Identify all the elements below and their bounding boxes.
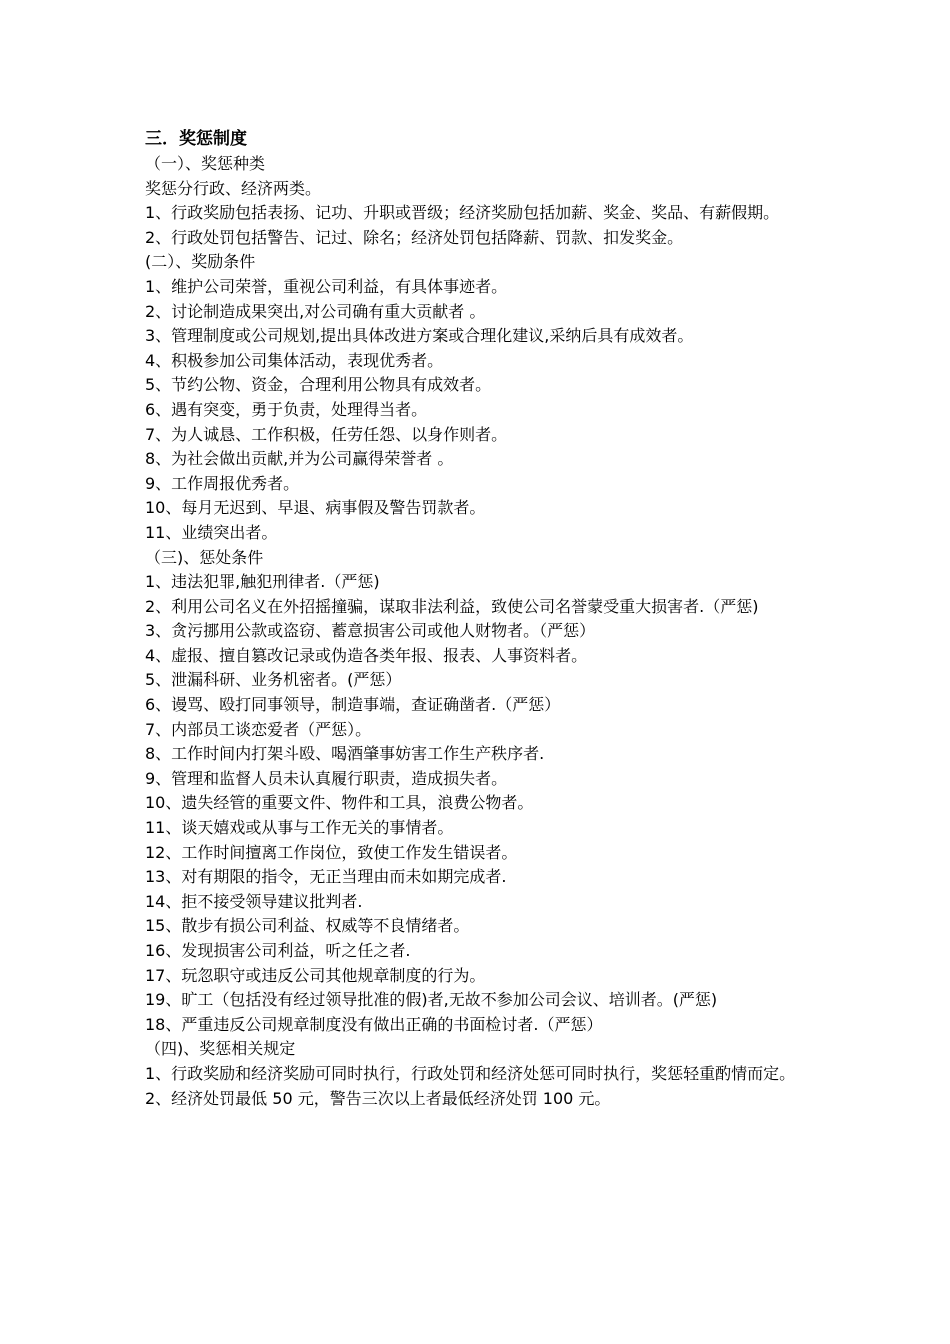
document-page (145, 126, 820, 1111)
list-item: 1、违法犯罪,触犯刑律者.（严惩) (145, 572, 380, 592)
list-item: 19、旷工（包括没有经过领导批准的假)者,无故不参加公司会议、培训者。(严惩) (145, 990, 718, 1010)
list-item: 2、讨论制造成果突出,对公司确有重大贡献者 。 (145, 301, 486, 321)
list-item: 2、经济处罚最低 50 元，警告三次以上者最低经济处罚 100 元。 (145, 1088, 611, 1108)
list-item: 8、为社会做出贡献,并为公司赢得荣誉者 。 (145, 449, 454, 469)
document-body (145, 152, 820, 1111)
list-item: 13、对有期限的指令，无正当理由而未如期完成者. (145, 867, 507, 887)
section-heading: （三)、惩处条件 (145, 547, 264, 567)
list-item: 16、发现损害公司利益，听之任之者. (145, 941, 411, 960)
list-item: 1、维护公司荣誉，重视公司利益，有具体事迹者。 (145, 276, 508, 296)
list-item: 3、贪污挪用公款或盗窃、蓄意损害公司或他人财物者。（严惩） (145, 621, 596, 641)
list-item: 11、业绩突出者。 (145, 522, 278, 542)
list-item: 7、内部员工谈恋爱者（严惩）。 (145, 719, 372, 739)
list-item: 11、谈天嬉戏或从事与工作无关的事情者。 (145, 818, 454, 838)
list-item: 17、玩忽职守或违反公司其他规章制度的行为。 (145, 965, 486, 985)
list-item: 3、管理制度或公司规划,提出具体改进方案或合理化建议,采纳后具有成效者。 (145, 326, 694, 346)
list-item: 2、行政处罚包括警告、记过、除名；经济处罚包括降薪、罚款、扣发奖金。 (145, 227, 684, 247)
list-item: 6、遇有突变，勇于负责，处理得当者。 (145, 399, 428, 419)
list-item: 10、每月无迟到、早退、病事假及警告罚款者。 (145, 498, 486, 518)
list-item: 6、谩骂、殴打同事领导，制造事端，查证确凿者.（严惩） (145, 695, 561, 715)
list-item: 5、节约公物、资金，合理利用公物具有成效者。 (145, 375, 492, 395)
list-item: 4、积极参加公司集体活动，表现优秀者。 (145, 350, 444, 370)
list-item: 7、为人诚恳、工作积极，任劳任怨、以身作则者。 (145, 424, 508, 444)
list-item: 14、拒不接受领导建议批判者. (145, 891, 363, 911)
list-item: 9、管理和监督人员未认真履行职责，造成损失者。 (145, 768, 508, 788)
list-item: 4、虚报、擅自篡改记录或伪造各类年报、报表、人事资料者。 (145, 645, 588, 665)
list-item: 10、遗失经管的重要文件、物件和工具，浪费公物者。 (145, 793, 534, 813)
list-item: 2、利用公司名义在外招摇撞骗，谋取非法利益，致使公司名誉蒙受重大损害者.（严惩) (145, 596, 759, 616)
list-item: 15、散步有损公司利益、权威等不良情绪者。 (145, 916, 470, 936)
document-title: 三．奖惩制度 (145, 129, 247, 149)
section-heading: (二）、奖励条件 (145, 252, 256, 272)
section-heading: （四)、奖惩相关规定 (145, 1039, 296, 1059)
list-item: 5、泄漏科研、业务机密者。(严惩） (145, 670, 402, 690)
list-item: 9、工作周报优秀者。 (145, 473, 300, 493)
list-item: 12、工作时间擅离工作岗位，致使工作发生错误者。 (145, 842, 518, 862)
list-item: 8、工作时间内打架斗殴、喝酒肇事妨害工作生产秩序者. (145, 744, 545, 764)
list-item: 18、严重违反公司规章制度没有做出正确的书面检讨者.（严惩） (145, 1014, 603, 1034)
list-item: 1、行政奖励包括表扬、记功、升职或晋级；经济奖励包括加薪、奖金、奖品、有薪假期。 (145, 203, 780, 223)
list-item: 奖惩分行政、经济两类。 (145, 178, 322, 198)
section-heading: （一）、奖惩种类 (145, 154, 266, 173)
list-item: 1、行政奖励和经济奖励可同时执行，行政处罚和经济处惩可同时执行，奖惩轻重酌情而定。 (145, 1063, 796, 1083)
